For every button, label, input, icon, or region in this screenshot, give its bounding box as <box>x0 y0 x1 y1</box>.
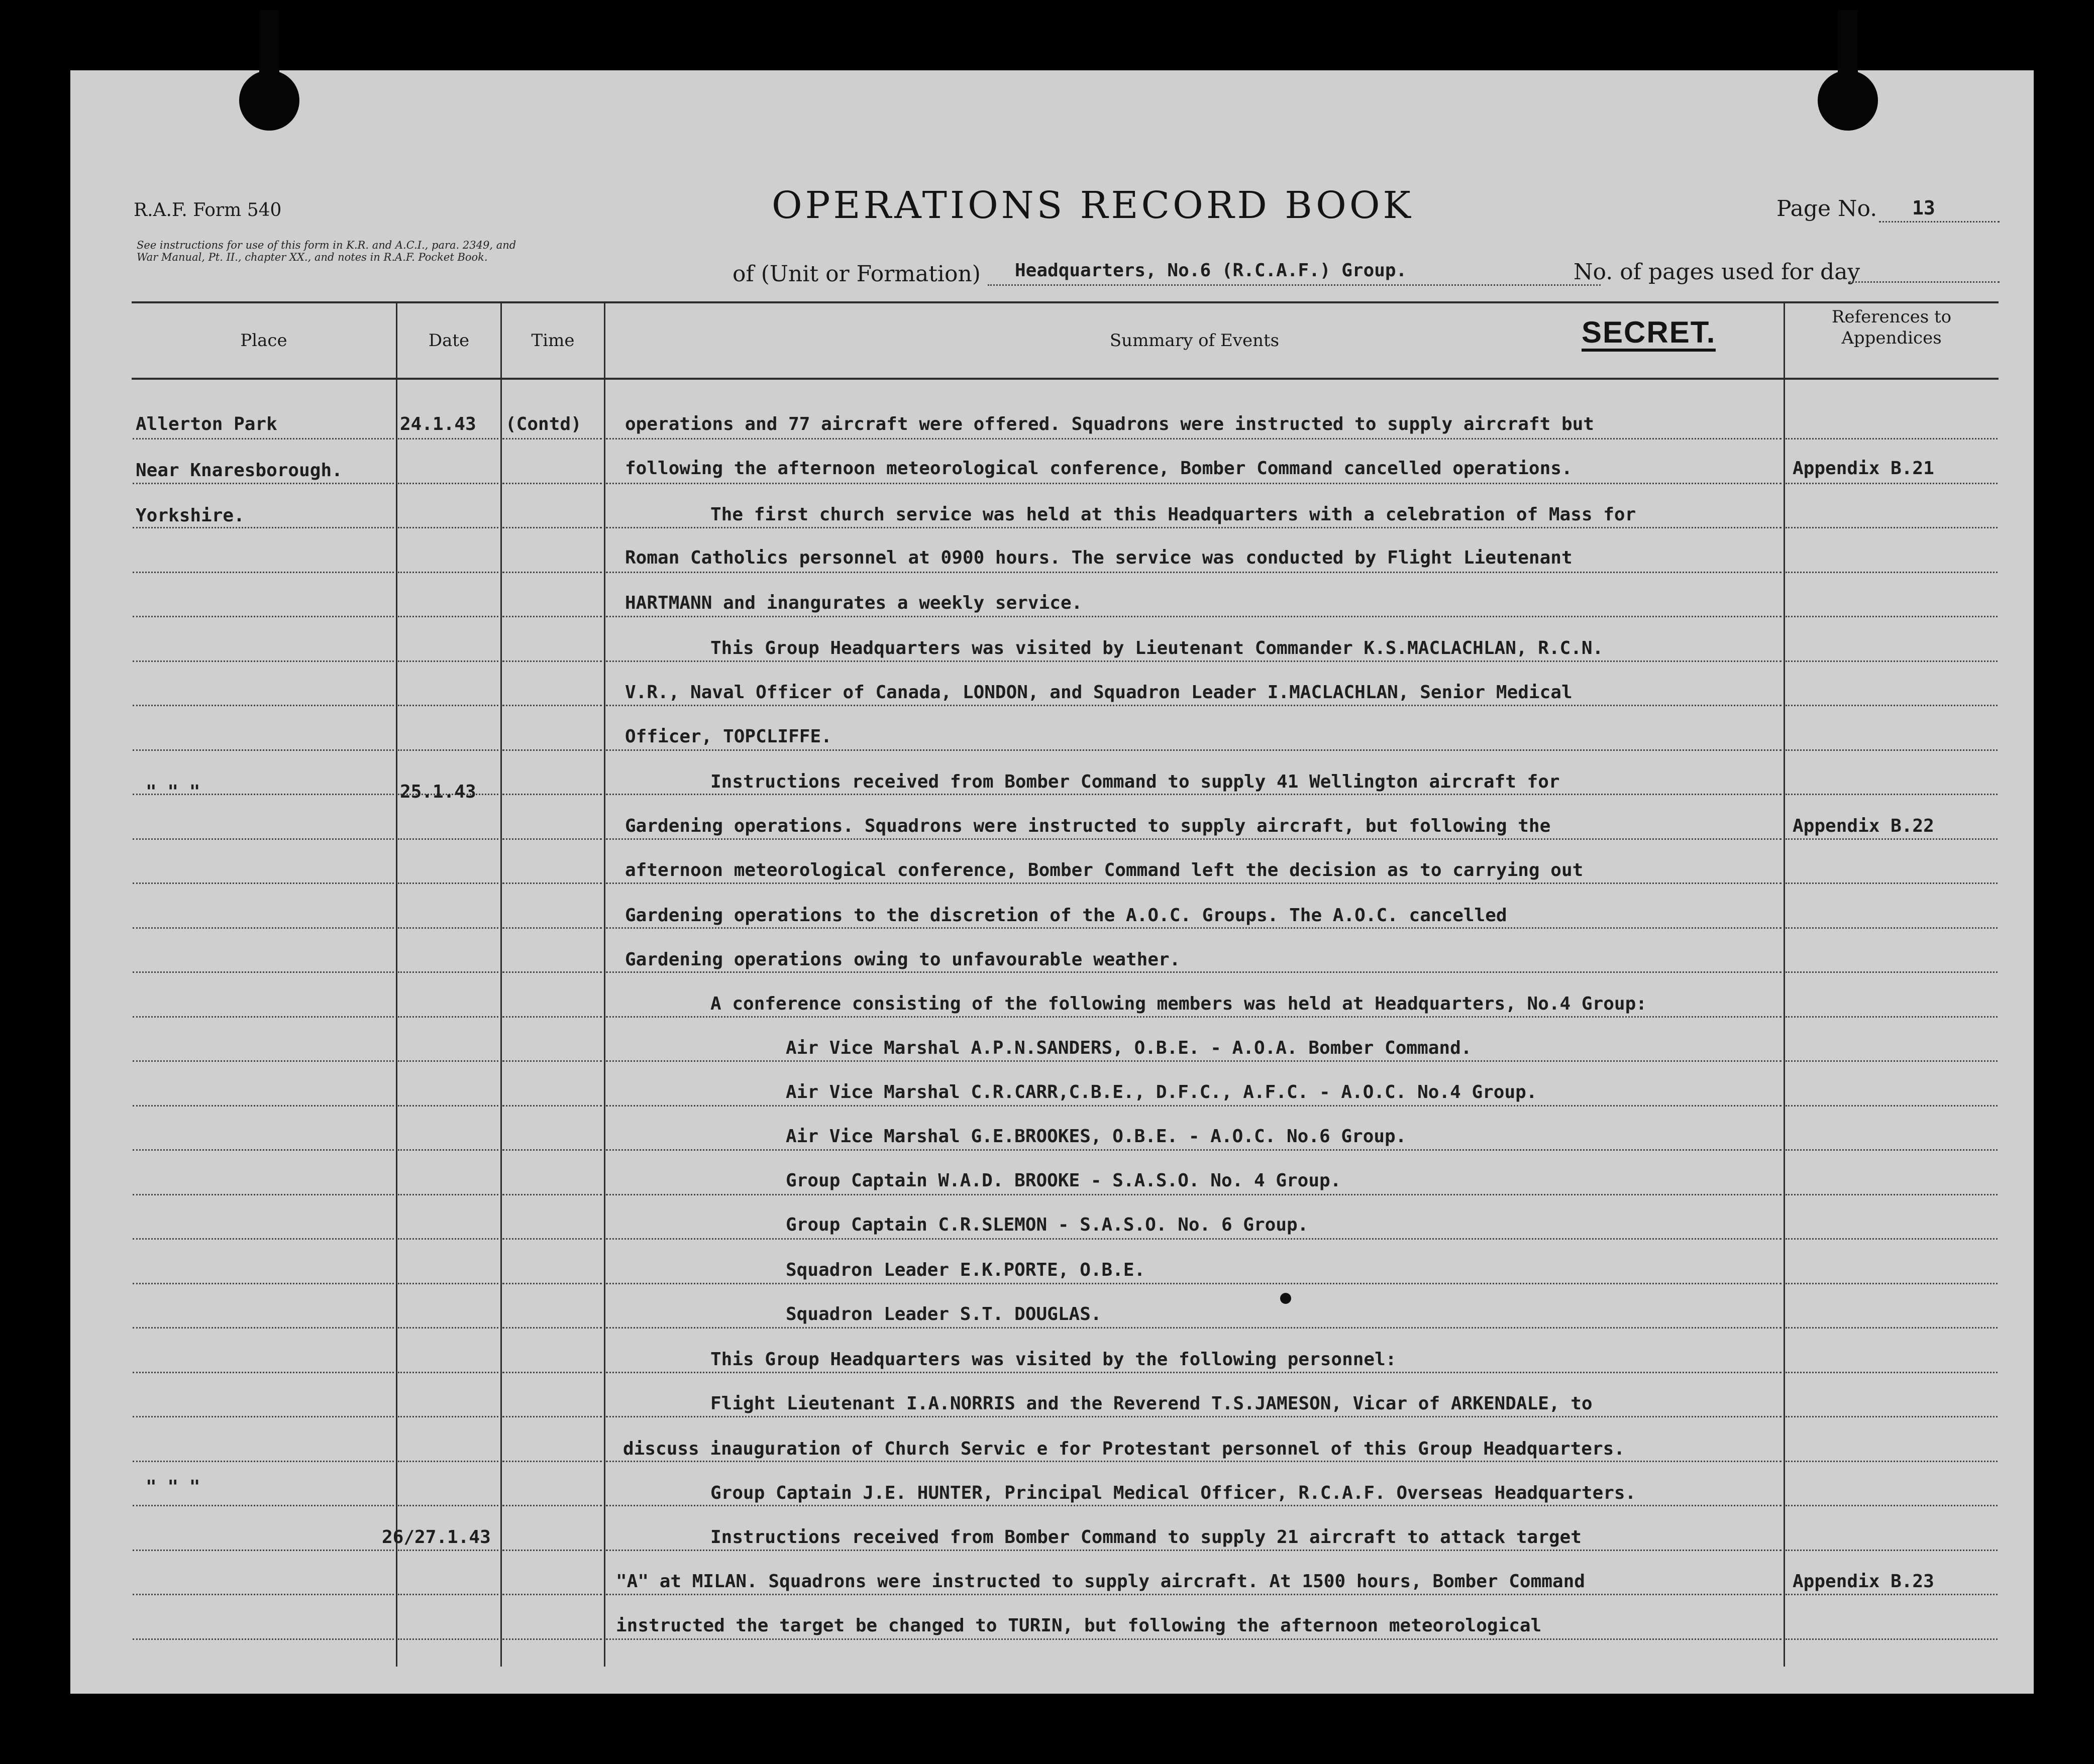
column-divider-time <box>604 301 605 1667</box>
row-rule <box>1786 1505 1998 1506</box>
row-rule <box>1786 1060 1998 1062</box>
place-line-1: Allerton Park <box>136 414 277 434</box>
row-rule <box>606 794 1782 795</box>
row-rule <box>398 1638 498 1640</box>
row-rule <box>398 883 498 884</box>
summary-line: Squadron Leader S.T. DOUGLAS. <box>786 1304 1102 1325</box>
row-rule <box>1786 1416 1998 1417</box>
row-rule <box>502 1638 602 1640</box>
row-rule <box>502 660 602 662</box>
summary-line: afternoon meteorological conference, Bomber Command left the decision as to carrying out <box>625 860 1584 880</box>
row-rule <box>606 1149 1782 1151</box>
secret-stamp: SECRET. <box>1582 316 1716 352</box>
column-header-references: References to Appendices <box>1831 307 1952 348</box>
row-rule <box>1786 527 1998 528</box>
summary-line: "A" at MILAN. Squadrons were instructed to supply aircraft. At 1500 hours, Bomber Command <box>616 1571 1585 1592</box>
row-rule <box>133 1016 394 1018</box>
appendix-b21: Appendix B.21 <box>1793 458 1934 479</box>
row-rule <box>606 927 1782 929</box>
row-rule <box>502 1060 602 1062</box>
row-rule <box>502 527 602 528</box>
row-rule <box>502 1149 602 1151</box>
row-rule <box>398 1149 498 1151</box>
row-rule <box>398 705 498 706</box>
unit-label: of (Unit or Formation) <box>732 261 981 287</box>
unit-rule <box>988 284 1601 286</box>
row-rule <box>398 1194 498 1195</box>
row-rule <box>606 1416 1782 1417</box>
summary-line: Air Vice Marshal C.R.CARR,C.B.E., D.F.C., A.F.C. - A.O.C. No.4 Group. <box>786 1082 1537 1102</box>
row-rule <box>133 1550 394 1551</box>
row-rule <box>133 927 394 929</box>
row-rule <box>606 438 1782 439</box>
summary-line: following the afternoon meteorological conference, Bomber Command cancelled operations. <box>625 458 1573 479</box>
row-rule <box>133 838 394 840</box>
row-rule <box>502 1550 602 1551</box>
summary-line: Group Captain C.R.SLEMON - S.A.S.O. No. 6 Group. <box>786 1215 1309 1235</box>
row-rule <box>133 1060 394 1062</box>
summary-line: Group Captain J.E. HUNTER, Principal Medical Officer, R.C.A.F. Overseas Headquarters. <box>710 1483 1636 1503</box>
summary-line: Air Vice Marshal G.E.BROOKES, O.B.E. - A.O.C. No.6 Group. <box>786 1126 1407 1147</box>
row-rule <box>1786 1149 1998 1151</box>
page-number-rule <box>1879 221 2000 223</box>
row-rule <box>398 1327 498 1329</box>
row-rule <box>398 1550 498 1551</box>
record-sheet <box>70 70 2034 1694</box>
column-divider-date <box>500 301 502 1667</box>
place-line-2: Near Knaresborough. <box>136 460 343 481</box>
time-contd: (Contd) <box>505 414 582 434</box>
page-number-value: 13 <box>1912 197 1935 219</box>
row-rule <box>133 1461 394 1462</box>
row-rule <box>502 971 602 973</box>
row-rule <box>502 483 602 484</box>
row-rule <box>398 660 498 662</box>
row-rule <box>133 705 394 706</box>
row-rule <box>398 1416 498 1417</box>
row-rule <box>606 1550 1782 1551</box>
form-number: R.A.F. Form 540 <box>134 200 282 220</box>
summary-line: discuss inauguration of Church Servic e for Protestant personnel of this Group Headquarters. <box>623 1439 1625 1459</box>
row-rule <box>133 616 394 617</box>
table-top-border <box>132 301 1999 303</box>
summary-line: Group Captain W.A.D. BROOKE - S.A.S.O. No. 4 Group. <box>786 1170 1341 1191</box>
row-rule <box>398 483 498 484</box>
pages-used-label: No. of pages used for day <box>1574 259 1860 285</box>
row-rule <box>133 749 394 751</box>
row-rule <box>502 1461 602 1462</box>
row-rule <box>1786 1638 1998 1640</box>
row-rule <box>398 1016 498 1018</box>
row-rule <box>1786 1594 1998 1595</box>
row-rule <box>398 1594 498 1595</box>
row-rule <box>1786 1283 1998 1284</box>
row-rule <box>133 1149 394 1151</box>
form-instructions: See instructions for use of this form in K.R. and A.C.I., para. 2349, and War Manual, Pt. II., chapter XX., and notes in R.A.F. Pocket Book. <box>137 239 516 263</box>
row-rule <box>502 1416 602 1417</box>
row-rule <box>133 438 394 439</box>
row-rule <box>133 527 394 528</box>
row-rule <box>133 1372 394 1373</box>
summary-line: Gardening operations. Squadrons were instructed to supply aircraft, but following the <box>625 816 1551 836</box>
row-rule <box>1786 1461 1998 1462</box>
row-rule <box>606 1461 1782 1462</box>
summary-line: HARTMANN and inangurates a weekly service. <box>625 593 1083 613</box>
column-header-place: Place <box>240 330 287 351</box>
summary-line: Squadron Leader E.K.PORTE, O.B.E. <box>786 1260 1145 1280</box>
row-rule <box>606 1372 1782 1373</box>
row-rule <box>502 1105 602 1107</box>
summary-line: Flight Lieutenant I.A.NORRIS and the Reverend T.S.JAMESON, Vicar of ARKENDALE, to <box>710 1393 1593 1414</box>
summary-line: V.R., Naval Officer of Canada, LONDON, and Squadron Leader I.MACLACHLAN, Senior Medical <box>625 682 1573 703</box>
appendix-b22: Appendix B.22 <box>1793 816 1934 836</box>
row-rule <box>606 1505 1782 1506</box>
row-rule <box>133 971 394 973</box>
row-rule <box>133 1638 394 1640</box>
page-number-label: Page No. <box>1776 196 1877 222</box>
row-rule <box>502 1238 602 1240</box>
row-rule <box>398 1461 498 1462</box>
place-ditto-1: " " " <box>146 782 200 802</box>
row-rule <box>502 838 602 840</box>
row-rule <box>398 838 498 840</box>
summary-line: operations and 77 aircraft were offered. Squadrons were instructed to supply aircraft but <box>625 414 1594 434</box>
row-rule <box>606 1238 1782 1240</box>
row-rule <box>398 1505 498 1506</box>
row-rule <box>133 1105 394 1107</box>
row-rule <box>1786 438 1998 439</box>
summary-line: Roman Catholics personnel at 0900 hours. The service was conducted by Flight Lieutenant <box>625 547 1573 568</box>
row-rule <box>398 1372 498 1373</box>
row-rule <box>1786 749 1998 751</box>
row-rule <box>398 438 498 439</box>
row-rule <box>1786 660 1998 662</box>
row-rule <box>1786 1372 1998 1373</box>
row-rule <box>398 1283 498 1284</box>
row-rule <box>398 749 498 751</box>
row-rule <box>606 483 1782 484</box>
row-rule <box>398 1105 498 1107</box>
row-rule <box>1786 483 1998 484</box>
row-rule <box>606 1060 1782 1062</box>
row-rule <box>606 749 1782 751</box>
column-header-date: Date <box>428 330 470 351</box>
row-rule <box>606 660 1782 662</box>
row-rule <box>1786 1550 1998 1551</box>
row-rule <box>398 1060 498 1062</box>
row-rule <box>606 1016 1782 1018</box>
row-rule <box>502 749 602 751</box>
summary-line: This Group Headquarters was visited by Lieutenant Commander K.S.MACLACHLAN, R.C.N. <box>710 638 1604 658</box>
summary-line: This Group Headquarters was visited by the following personnel: <box>710 1349 1397 1370</box>
row-rule <box>606 1594 1782 1595</box>
row-rule <box>133 1238 394 1240</box>
place-ditto-2: " " " <box>146 1477 200 1497</box>
row-rule <box>133 1594 394 1595</box>
appendix-b23: Appendix B.23 <box>1793 1571 1934 1592</box>
row-rule <box>502 1283 602 1284</box>
row-rule <box>502 705 602 706</box>
row-rule <box>502 572 602 573</box>
row-rule <box>398 1238 498 1240</box>
row-rule <box>398 971 498 973</box>
row-rule <box>606 705 1782 706</box>
row-rule <box>398 572 498 573</box>
row-rule <box>1786 971 1998 973</box>
row-rule <box>606 838 1782 840</box>
punch-hole-right <box>1818 70 1878 131</box>
summary-line: The first church service was held at this Headquarters with a celebration of Mass for <box>710 504 1636 525</box>
page-title: OPERATIONS RECORD BOOK <box>772 184 1414 227</box>
summary-line: Gardening operations owing to unfavourable weather. <box>625 949 1181 970</box>
row-rule <box>133 1416 394 1417</box>
row-rule <box>1786 927 1998 929</box>
summary-line: instructed the target be changed to TURIN, but following the afternoon meteorological <box>616 1615 1542 1636</box>
summary-line: Instructions received from Bomber Command to supply 21 aircraft to attack target <box>710 1527 1582 1548</box>
row-rule <box>1786 1327 1998 1329</box>
row-rule <box>502 927 602 929</box>
row-rule <box>398 927 498 929</box>
row-rule <box>1786 794 1998 795</box>
row-rule <box>1786 1238 1998 1240</box>
row-rule <box>133 1327 394 1329</box>
column-header-summary: Summary of Events <box>1109 330 1280 351</box>
row-rule <box>133 883 394 884</box>
row-rule <box>502 1594 602 1595</box>
row-rule <box>502 1327 602 1329</box>
row-rule <box>502 1505 602 1506</box>
row-rule <box>502 883 602 884</box>
row-rule <box>606 572 1782 573</box>
row-rule <box>502 794 602 795</box>
summary-line: A conference consisting of the following members was held at Headquarters, No.4 Group: <box>710 994 1647 1014</box>
summary-line: Air Vice Marshal A.P.N.SANDERS, O.B.E. - A.O.A. Bomber Command. <box>786 1038 1472 1058</box>
row-rule <box>133 572 394 573</box>
row-rule <box>1786 572 1998 573</box>
row-rule <box>133 1194 394 1195</box>
row-rule <box>1786 838 1998 840</box>
row-rule <box>606 1105 1782 1107</box>
row-rule <box>502 616 602 617</box>
summary-line: Officer, TOPCLIFFE. <box>625 726 832 747</box>
place-line-3: Yorkshire. <box>136 505 245 526</box>
row-rule <box>606 971 1782 973</box>
ink-dot <box>1280 1293 1291 1304</box>
row-rule <box>1786 1016 1998 1018</box>
date-26-27-1-43: 26/27.1.43 <box>382 1527 491 1548</box>
row-rule <box>133 483 394 484</box>
column-divider-summary <box>1784 301 1785 1667</box>
column-header-time: Time <box>531 330 575 351</box>
row-rule <box>1786 705 1998 706</box>
row-rule <box>502 438 602 439</box>
row-rule <box>606 883 1782 884</box>
row-rule <box>606 1194 1782 1195</box>
pages-used-rule <box>1849 281 2000 283</box>
punch-hole-left <box>239 70 299 131</box>
summary-line: Instructions received from Bomber Command to supply 41 Wellington aircraft for <box>710 771 1560 792</box>
unit-value: Headquarters, No.6 (R.C.A.F.) Group. <box>1015 260 1407 281</box>
row-rule <box>398 527 498 528</box>
row-rule <box>133 660 394 662</box>
row-rule <box>1786 883 1998 884</box>
row-rule <box>606 527 1782 528</box>
date-24-1-43: 24.1.43 <box>400 414 476 434</box>
date-25-1-43: 25.1.43 <box>400 782 476 802</box>
summary-line: Gardening operations to the discretion of the A.O.C. Groups. The A.O.C. cancelled <box>625 905 1507 926</box>
row-rule <box>133 1283 394 1284</box>
row-rule <box>606 616 1782 617</box>
row-rule <box>1786 616 1998 617</box>
row-rule <box>1786 1194 1998 1195</box>
row-rule <box>398 616 498 617</box>
row-rule <box>502 1372 602 1373</box>
row-rule <box>606 1327 1782 1329</box>
column-divider-place <box>396 301 397 1667</box>
row-rule <box>606 1638 1782 1640</box>
row-rule <box>606 1283 1782 1284</box>
row-rule <box>502 1194 602 1195</box>
row-rule <box>133 1505 394 1506</box>
header-bottom-border <box>132 378 1999 380</box>
row-rule <box>502 1016 602 1018</box>
row-rule <box>1786 1105 1998 1107</box>
